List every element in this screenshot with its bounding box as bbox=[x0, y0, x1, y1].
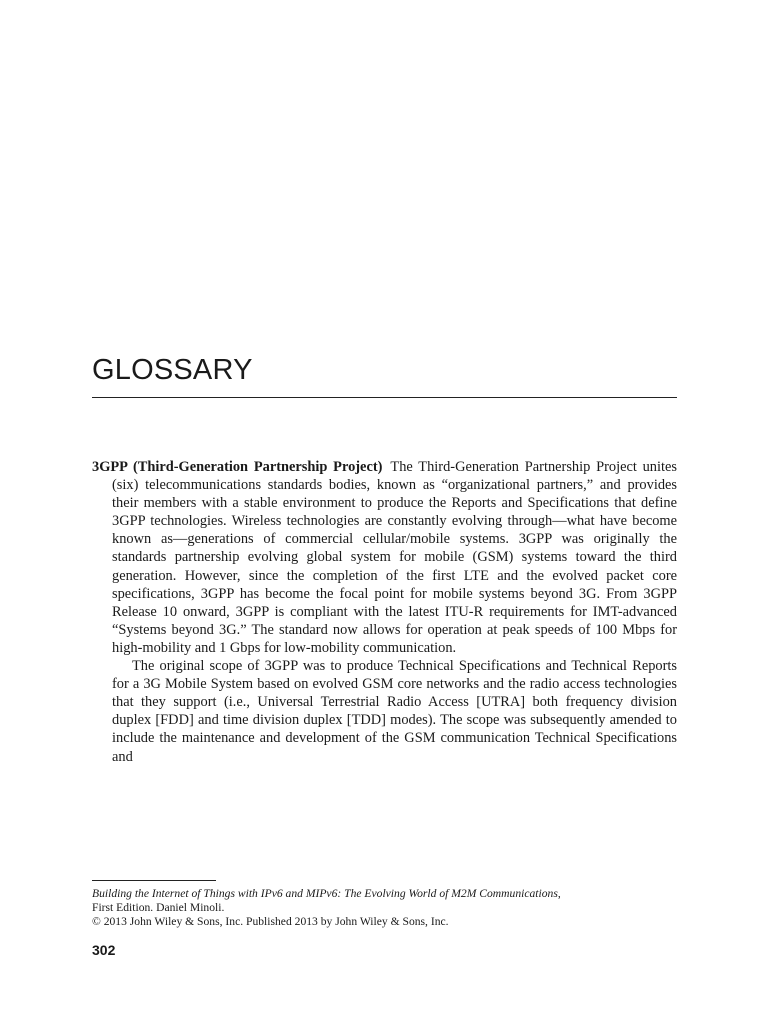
title-divider bbox=[92, 397, 677, 398]
footnote-edition-author: First Edition. Daniel Minoli. bbox=[92, 901, 225, 914]
book-title: Building the Internet of Things with IPv6 and MIPv6: The Evolving World of M2M Communications bbox=[92, 887, 558, 900]
book-title-suffix: , bbox=[557, 887, 561, 900]
glossary-body bbox=[92, 458, 677, 766]
footnote bbox=[92, 887, 692, 929]
chapter-title: GLOSSARY bbox=[92, 354, 253, 386]
glossary-entry bbox=[92, 458, 677, 657]
footnote-divider bbox=[92, 880, 216, 881]
page-number: 302 bbox=[92, 942, 116, 958]
glossary-definition: The Third-Generation Partnership Project unites (six) telecommunications standards bodies, known as “organizational partners,” and provides their members with a stable environment to produce the Reports and Specifications that define 3GPP technologies. Wireless technologies are constantly evolving through—what have become known as—generations of commercial cellular/mobile systems. 3GPP was originally the standards partnership evolving global system for mobile (GSM) systems toward the third generation. However, since the completion of the first LTE and the evolved packet core specifications, 3GPP has become the focal point for mobile systems beyond 3G. From 3GPP Release 10 onward, 3GPP is compliant with the latest ITU-R requirements for IMT-advanced “Systems beyond 3G.” The standard now allows for operation at peak speeds of 100 Mbps for high-mobility and 1 Gbps for low-mobility communication. bbox=[112, 459, 677, 656]
glossary-definition-paragraph: The original scope of 3GPP was to produce Technical Specifications and Technical Reports for a 3G Mobile System based on evolved GSM core networks and the radio access technologies that they support (i.e., Universal Terrestrial Radio Access [UTRA] both frequency division duplex [FDD] and time division duplex [TDD] modes). The scope was subsequently amended to include the maintenance and development of the GSM communication Technical Specifications and bbox=[112, 658, 677, 765]
footnote-book-line bbox=[92, 887, 692, 901]
glossary-term: 3GPP (Third-Generation Partnership Project) bbox=[92, 459, 383, 475]
footnote-copyright: © 2013 John Wiley & Sons, Inc. Published 2013 by John Wiley & Sons, Inc. bbox=[92, 915, 449, 928]
